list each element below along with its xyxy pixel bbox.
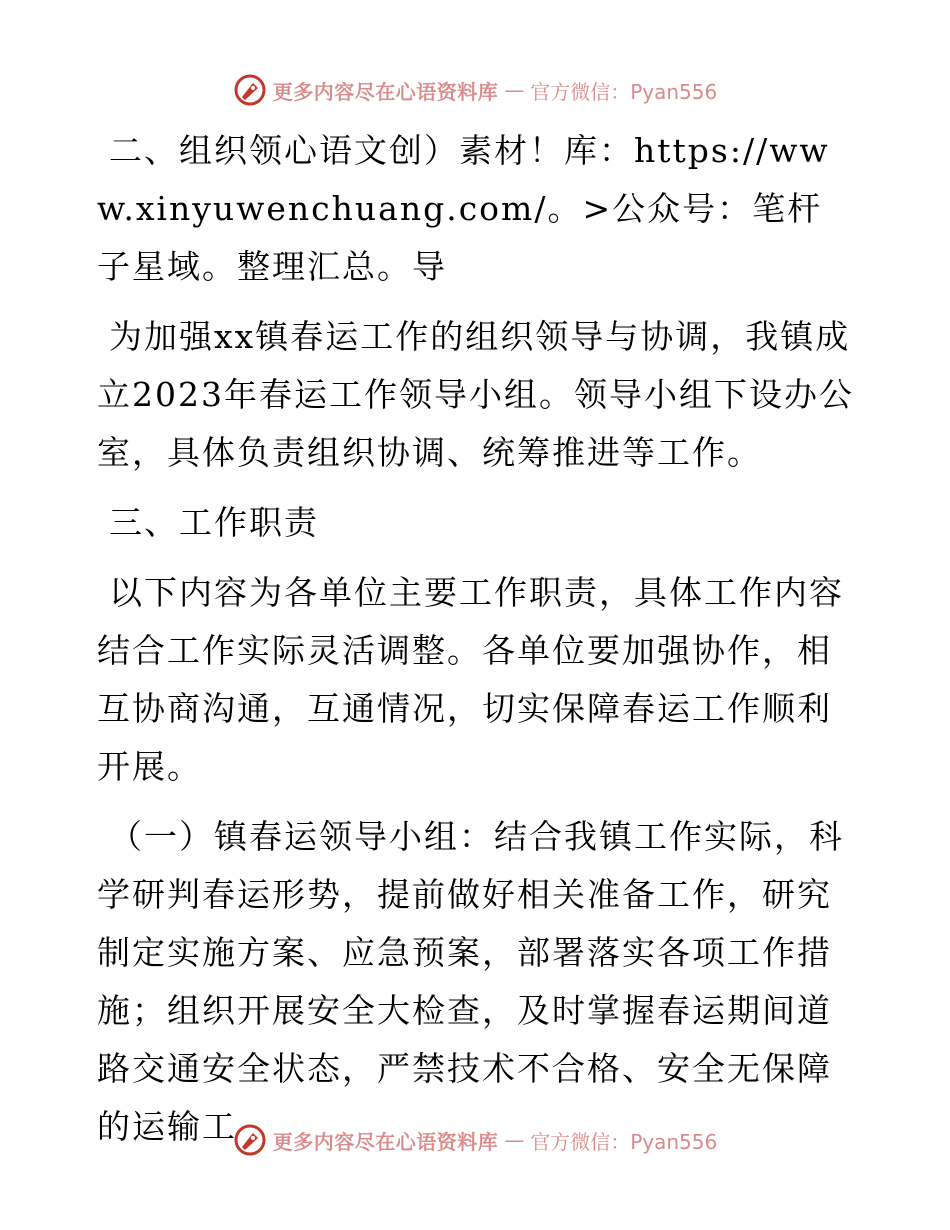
pen-nib-logo-icon (233, 1123, 267, 1157)
watermark-dash: — (504, 78, 525, 102)
footer-watermark (0, 1120, 950, 1160)
pen-nib-logo-icon (233, 73, 267, 107)
watermark-wechat: 官方微信：Pyan556 (530, 79, 718, 104)
watermark-dash: — (504, 1128, 525, 1152)
paragraph-responsibilities-intro: 以下内容为各单位主要工作职责，具体工作内容结合工作实际灵活调整。各单位要加强协作，相互协商沟通，互通情况，切实保障春运工作顺利开展。 (97, 573, 844, 786)
header-watermark (0, 70, 950, 110)
paragraph-section-three-heading: 三、工作职责 (109, 503, 319, 542)
document-body (97, 122, 857, 1168)
watermark-wechat: 官方微信：Pyan556 (530, 1129, 718, 1154)
paragraph-leadership-group: 为加强xx镇春运工作的组织领导与协调，我镇成立2023年春运工作领导小组。领导小组下设办公室，具体负责组织协调、统筹推进等工作。 (97, 317, 854, 472)
paragraph-leading-group-duties: （一）镇春运领导小组：结合我镇工作实际，科学研判春运形势，提前做好相关准备工作，研究制定实施方案、应急预案，部署落实各项工作措施；组织开展安全大检查，及时掌握春运期间道路交通安全状态，严禁技术不合格、安全无保障的运输工 (97, 817, 844, 1146)
paragraph-section-two-heading: 二、组织领心语文创）素材！库：https://www.xinyuwenchuang.com/。>公众号：笔杆子星域。整理汇总。导 (97, 131, 830, 286)
watermark-text: 更多内容尽在心语资料库 (272, 79, 499, 104)
watermark-text: 更多内容尽在心语资料库 (272, 1129, 499, 1154)
